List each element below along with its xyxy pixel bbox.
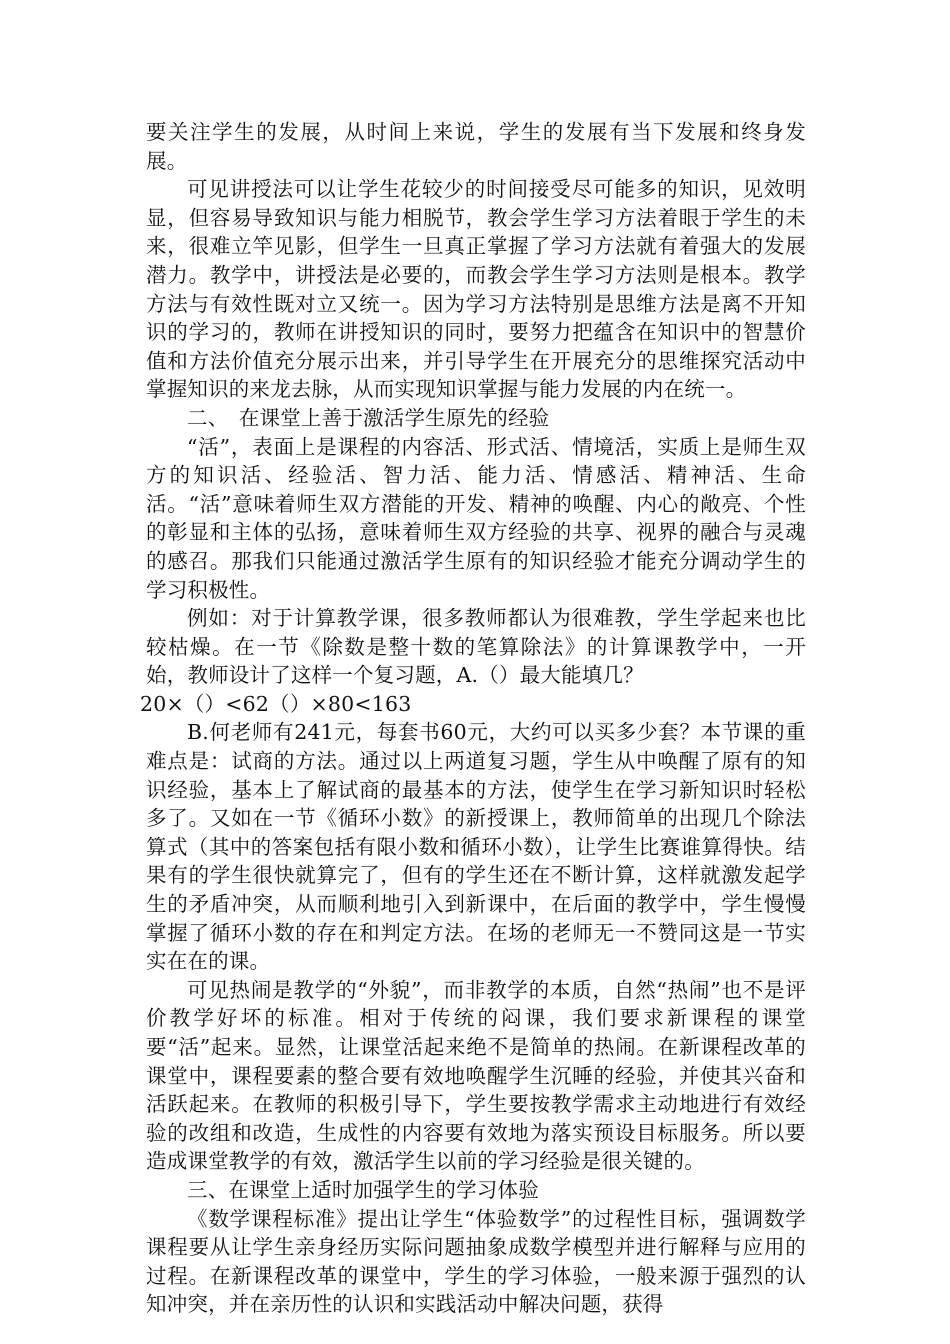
paragraph-lively-class: 可见热闹是教学的“外貌”，而非教学的本质，自然“热闹”也不是评价教学好坏的标准。相对于传统的闷课，我们要求新课程的课堂要“活”起来。显然，让课堂活起来绝不是简单的热闹。在新课程改革的课堂中，课程要素的整合要有效地唤醒学生沉睡的经验，并使其兴奋和活跃起来。在教师的积极引导下，学生要按教学需求主动地进行有效经验的改组和改造，生成性的内容要有效地为落实预设目标服务。所以要造成课堂教学的有效，激活学生以前的学习经验是很关键的。 [146,977,806,1174]
paragraph-curriculum-standard: 《数学课程标准》提出让学生“体验数学”的过程性目标，强调数学课程要从让学生亲身经历实际问题抽象成数学模型并进行解释与应用的过程。在新课程改革的课堂中，学生的学习体验，一般来源于强烈的认知冲突，并在亲历性的认识和实践活动中解决问题，获得 [146,1206,806,1317]
document-body [140,118,806,1319]
paragraph-exercise-b: B.何老师有241元，每套书60元，大约可以买多少套？本节课的重难点是：试商的方法。通过以上两道复习题，学生从中唤醒了原有的知识经验，基本上了解试商的最基本的方法，使学生在学习新知识时轻松多了。又如在一节《循环小数》的新授课上，教师简单的出现几个除法算式（其中的答案包括有限小数和循环小数），让学生比赛谁算得快。结果有的学生很快就算完了，但有的学生还在不断计算，这样就激发起学生的矛盾冲突，从而顺利地引入到新课中，在后面的教学中，学生慢慢掌握了循环小数的存在和判定方法。在场的老师无一不赞同这是一节实实在在的课。 [146,720,806,974]
paragraph-example: 例如：对于计算教学课，很多教师都认为很难教，学生学起来也比较枯燥。在一节《除数是整十数的笔算除法》的计算课教学中，一开始，教师设计了这样一个复习题，A.（）最大能填几？ [146,606,806,688]
paragraph-huo: “活”，表面上是课程的内容活、形式活、情境活，实质上是师生双方的知识活、经验活、智力活、能力活、情感活、精神活、生命活。“活”意味着师生双方潜能的开发、精神的唤醒、内心的敞亮、个性的彰显和主体的弘扬，意味着师生双方经验的共享、视界的融合与灵魂的感召。那我们只能通过激活学生原有的知识经验才能充分调动学生的学习积极性。 [146,434,806,602]
paragraph-teaching-method: 可见讲授法可以让学生花较少的时间接受尽可能多的知识，见效明显，但容易导致知识与能力相脱节，教会学生学习方法着眼于学生的未来，很难立竿见影，但学生一旦真正掌握了学习方法就有着强大的发展潜力。教学中，讲授法是必要的，而教会学生学习方法则是根本。教学方法与有效性既对立又统一。因为学习方法特别是思维方法是离不开知识的学习的，教师在讲授知识的同时，要努力把蕴含在知识中的智慧价值和方法价值充分展示出来，并引导学生在开展充分的思维探究活动中掌握知识的来龙去脉，从而实现知识掌握与能力发展的内在统一。 [146,177,806,402]
paragraph-continuation: 要关注学生的发展，从时间上来说，学生的发展有当下发展和终身发展。 [146,120,806,173]
section-heading-three: 三、在课堂上适时加强学生的学习体验 [187,1177,539,1202]
math-expression-line: 20×（）<62（）×80<163 [140,691,412,716]
section-heading-two: 二、 在课堂上善于激活学生原先的经验 [187,405,550,430]
